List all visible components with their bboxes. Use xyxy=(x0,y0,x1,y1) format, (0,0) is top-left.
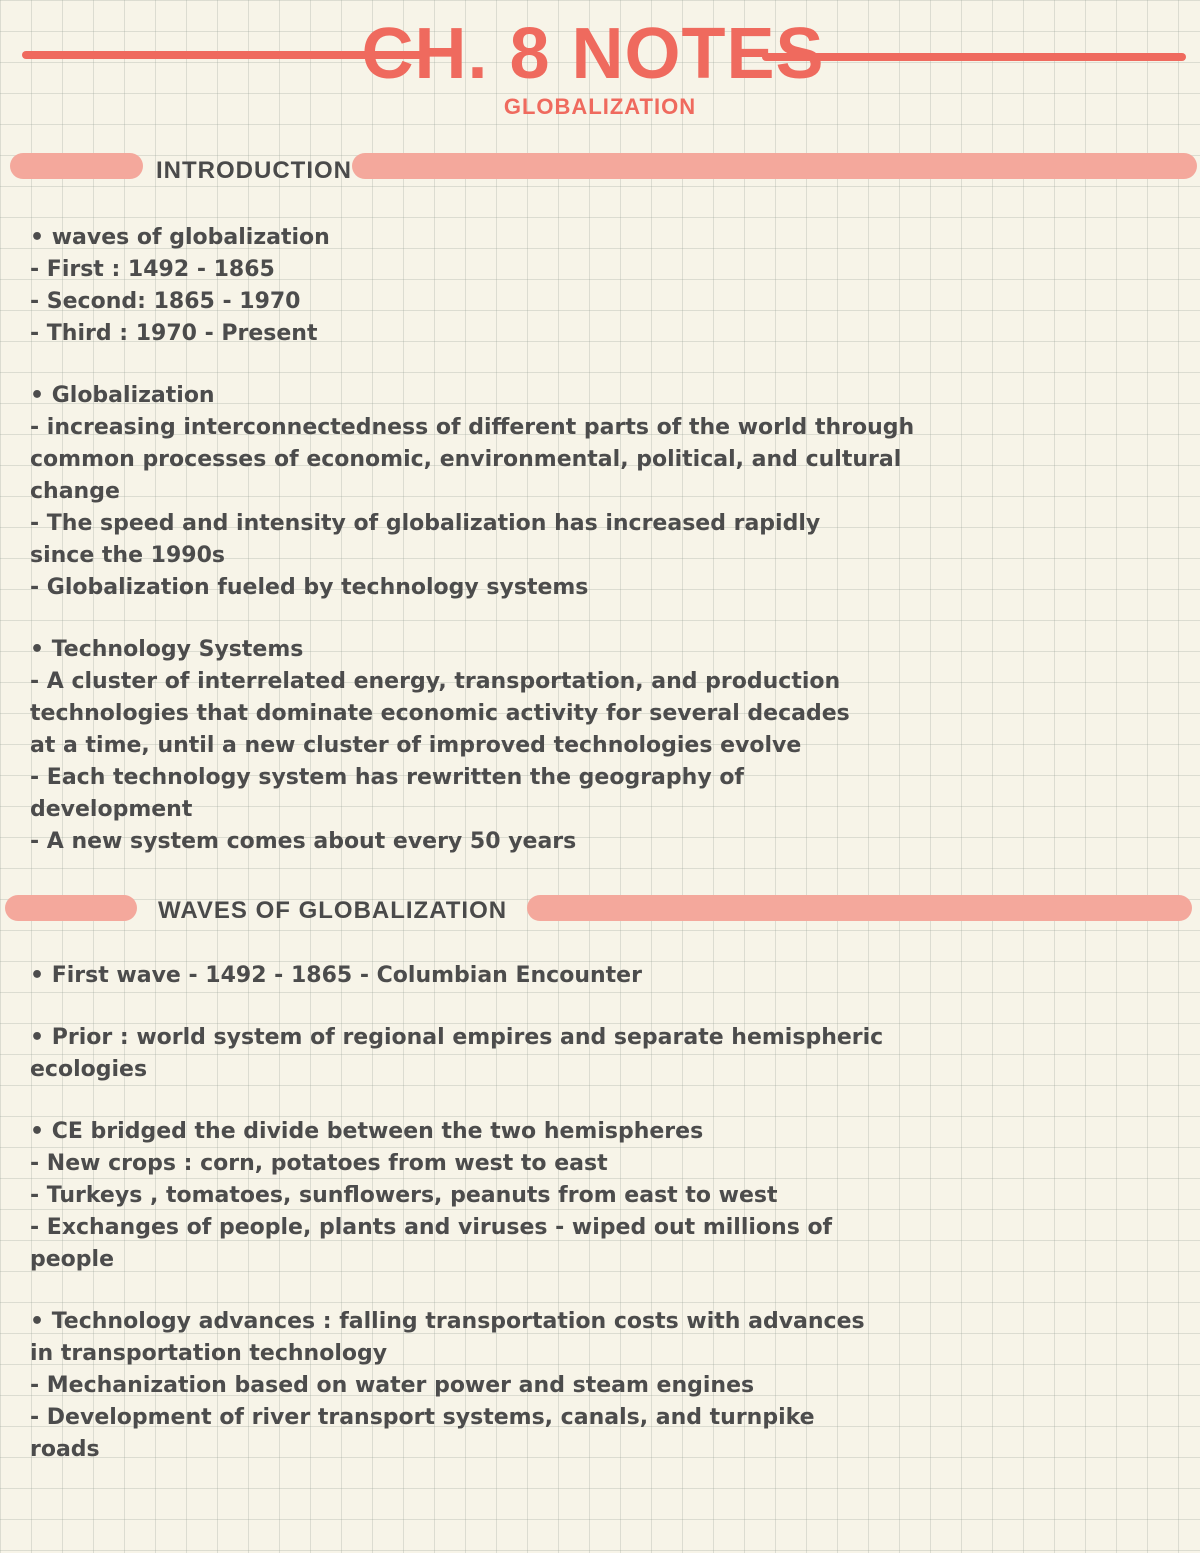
note-line: people xyxy=(30,1247,114,1272)
note-line: - New crops : corn, potatoes from west to east xyxy=(30,1151,608,1176)
note-line: development xyxy=(30,797,193,822)
page-subtitle: GLOBALIZATION xyxy=(503,94,697,119)
page-title: CH. 8 NOTES xyxy=(361,14,825,94)
note-line: - Exchanges of people, plants and viruses - wiped out millions of xyxy=(30,1215,833,1240)
spacer xyxy=(30,350,1180,380)
spacer xyxy=(30,1086,1180,1116)
note-line: - A cluster of interrelated energy, transportation, and production xyxy=(30,669,841,694)
note-line: - increasing interconnectedness of different parts of the world through xyxy=(30,415,915,440)
note-line: - Turkeys , tomatoes, sunflowers, peanuts from east to west xyxy=(30,1183,778,1208)
spacer xyxy=(30,1276,1180,1306)
section-bar-right xyxy=(527,895,1192,921)
note-line: • Globalization xyxy=(30,383,215,408)
section-notes-introduction xyxy=(30,222,1180,858)
note-line: - The speed and intensity of globalization has increased rapidly xyxy=(30,511,821,536)
note-line: • Prior : world system of regional empires and separate hemispheric xyxy=(30,1025,884,1050)
note-line: • Technology advances : falling transportation costs with advances xyxy=(30,1309,865,1334)
note-line: - First : 1492 - 1865 xyxy=(30,257,275,282)
note-line: since the 1990s xyxy=(30,543,226,568)
note-line: in transportation technology xyxy=(30,1341,388,1366)
note-line: - Development of river transport systems, canals, and turnpike xyxy=(30,1405,815,1430)
note-line: - A new system comes about every 50 years xyxy=(30,829,577,854)
note-line: common processes of economic, environmental, political, and cultural xyxy=(30,447,902,472)
note-line: - Globalization fueled by technology systems xyxy=(30,575,589,600)
note-line: - Mechanization based on water power and steam engines xyxy=(30,1373,755,1398)
note-line: technologies that dominate economic activity for several decades xyxy=(30,701,850,726)
note-line: at a time, until a new cluster of improved technologies evolve xyxy=(30,733,802,758)
note-line: ecologies xyxy=(30,1057,148,1082)
note-line: - Second: 1865 - 1970 xyxy=(30,289,301,314)
note-line: change xyxy=(30,479,120,504)
spacer xyxy=(30,992,1180,1022)
note-line: - Third : 1970 - Present xyxy=(30,321,318,346)
section-title-waves: WAVES OF GLOBALIZATION xyxy=(158,897,508,924)
note-line: • Technology Systems xyxy=(30,637,304,662)
section-notes-waves xyxy=(30,960,1180,1466)
spacer xyxy=(30,604,1180,634)
note-line: • CE bridged the divide between the two hemispheres xyxy=(30,1119,704,1144)
section-bar-left xyxy=(5,895,137,921)
note-line: roads xyxy=(30,1437,100,1462)
note-line: - Each technology system has rewritten the geography of xyxy=(30,765,745,790)
note-line: • waves of globalization xyxy=(30,225,330,250)
section-bar-left xyxy=(10,153,143,179)
section-bar-right xyxy=(352,153,1197,179)
section-title-introduction: INTRODUCTION xyxy=(156,157,352,184)
note-line: • First wave - 1492 - 1865 - Columbian Encounter xyxy=(30,963,642,988)
